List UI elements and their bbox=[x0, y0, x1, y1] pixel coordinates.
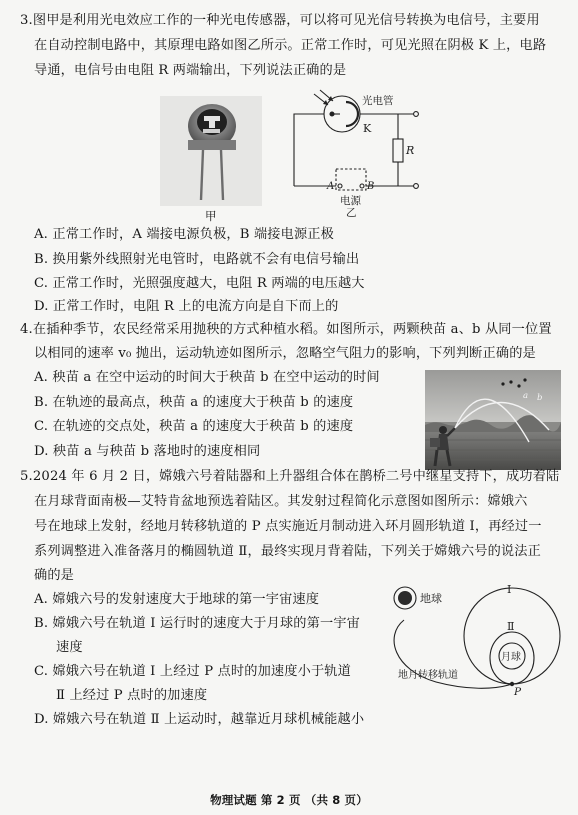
q5-stem-line-5: 确的是 bbox=[34, 568, 75, 583]
seedling-throw-photo bbox=[425, 370, 561, 470]
terminal-a-label: A bbox=[327, 181, 335, 192]
page-footer: 物理试题 第 2 页 （共 8 页） bbox=[210, 793, 368, 807]
q5-option-c: C. 嫦娥六号在轨道 Ⅰ 上经过 P 点时的加速度小于轨道 bbox=[34, 664, 351, 679]
q3-stem-line-2: 在自动控制电路中，其原理电路如图乙所示。正常工作时，可见光照在阴极 K 上，电路 bbox=[34, 38, 547, 53]
q3-option-b: B. 换用紫外线照射光电管时，电路就不会有电信号输出 bbox=[34, 252, 360, 267]
q5-stem-line-2: 在月球背面南极—艾特肯盆地预选着陆区。其发射过程简化示意图如图所示：嫦娥六 bbox=[34, 494, 528, 509]
tube-label: 光电管 bbox=[362, 95, 394, 107]
lunar-orbit-diagram bbox=[376, 578, 566, 696]
resistor-label: R bbox=[406, 144, 415, 157]
q4-option-c: C. 在轨迹的交点处，秧苗 a 的速度大于秧苗 b 的速度 bbox=[34, 419, 354, 434]
q5-option-d: D. 嫦娥六号在轨道 Ⅱ 上运动时，越靠近月球机械能越小 bbox=[34, 712, 365, 727]
orbit-2-label: Ⅱ bbox=[507, 620, 515, 633]
transfer-orbit-label: 地月转移轨道 bbox=[398, 670, 458, 681]
orbit-1-label: Ⅰ bbox=[507, 583, 512, 596]
q4-stem-line-1: 4.在插种季节，农民经常采用抛秧的方式种植水稻。如图所示，两颗秧苗 a、b 从同一位置 bbox=[20, 322, 552, 337]
cathode-label: K bbox=[363, 122, 372, 135]
q3-stem-line-1: 3.图甲是利用光电效应工作的一种光电传感器，可以将可见光信号转换为电信号，主要用 bbox=[20, 13, 540, 28]
moon-label: 月球 bbox=[501, 652, 521, 663]
trajectory-b-label: b bbox=[537, 393, 543, 403]
earth-label: 地球 bbox=[420, 592, 442, 605]
q4-option-a: A. 秧苗 a 在空中运动的时间大于秧苗 b 在空中运动的时间 bbox=[34, 370, 380, 385]
q5-option-b-cont: 速度 bbox=[56, 640, 83, 655]
q3-option-d: D. 正常工作时，电阻 R 上的电流方向是自下而上的 bbox=[34, 299, 339, 314]
q4-option-d: D. 秧苗 a 与秧苗 b 落地时的速度相同 bbox=[34, 444, 261, 459]
q5-option-c-cont: Ⅱ 上经过 P 点时的加速度 bbox=[56, 688, 208, 703]
terminal-b-label: B bbox=[367, 181, 375, 192]
photo-caption-jia: 甲 bbox=[205, 209, 217, 223]
q3-stem-line-3: 导通，电信号由电阻 R 两端输出，下列说法正确的是 bbox=[34, 63, 347, 78]
phototube-image bbox=[160, 96, 262, 206]
source-label: 电源 bbox=[340, 195, 361, 207]
q4-option-b: B. 在轨迹的最高点，秧苗 a 的速度大于秧苗 b 的速度 bbox=[34, 395, 354, 410]
q5-option-a: A. 嫦娥六号的发射速度大于地球的第一宇宙速度 bbox=[34, 592, 320, 607]
phototube-circuit-diagram bbox=[286, 88, 436, 238]
seedling-throw-image bbox=[425, 370, 561, 470]
trajectory-a-label: a bbox=[523, 391, 529, 401]
circuit-caption-yi: 乙 bbox=[346, 207, 357, 219]
q3-option-c: C. 正常工作时，光照强度越大，电阻 R 两端的电压越大 bbox=[34, 276, 365, 291]
q5-option-b: B. 嫦娥六号在轨道 Ⅰ 运行时的速度大于月球的第一宇宙 bbox=[34, 616, 360, 631]
q3-option-a: A. 正常工作时，A 端接电源负极，B 端接电源正极 bbox=[34, 227, 334, 242]
q5-stem-line-1: 5.2024 年 6 月 2 日，嫦娥六号着陆器和上升器组合体在鹊桥二号中继星支持下，成功着陆 bbox=[20, 469, 560, 484]
q5-stem-line-3: 号在地球上发射，经地月转移轨道的 P 点实施近月制动进入环月圆形轨道 Ⅰ，再经过一 bbox=[34, 519, 542, 534]
phototube-photo bbox=[160, 96, 262, 206]
point-p-label: P bbox=[514, 686, 522, 696]
q4-stem-line-2: 以相同的速率 v₀ 抛出，运动轨迹如图所示，忽略空气阻力的影响，下列判断正确的是 bbox=[34, 346, 536, 361]
q5-stem-line-4: 系列调整进入准备落月的椭圆轨道 Ⅱ，最终实现月背着陆，下列关于嫦娥六号的说法正 bbox=[34, 544, 541, 559]
